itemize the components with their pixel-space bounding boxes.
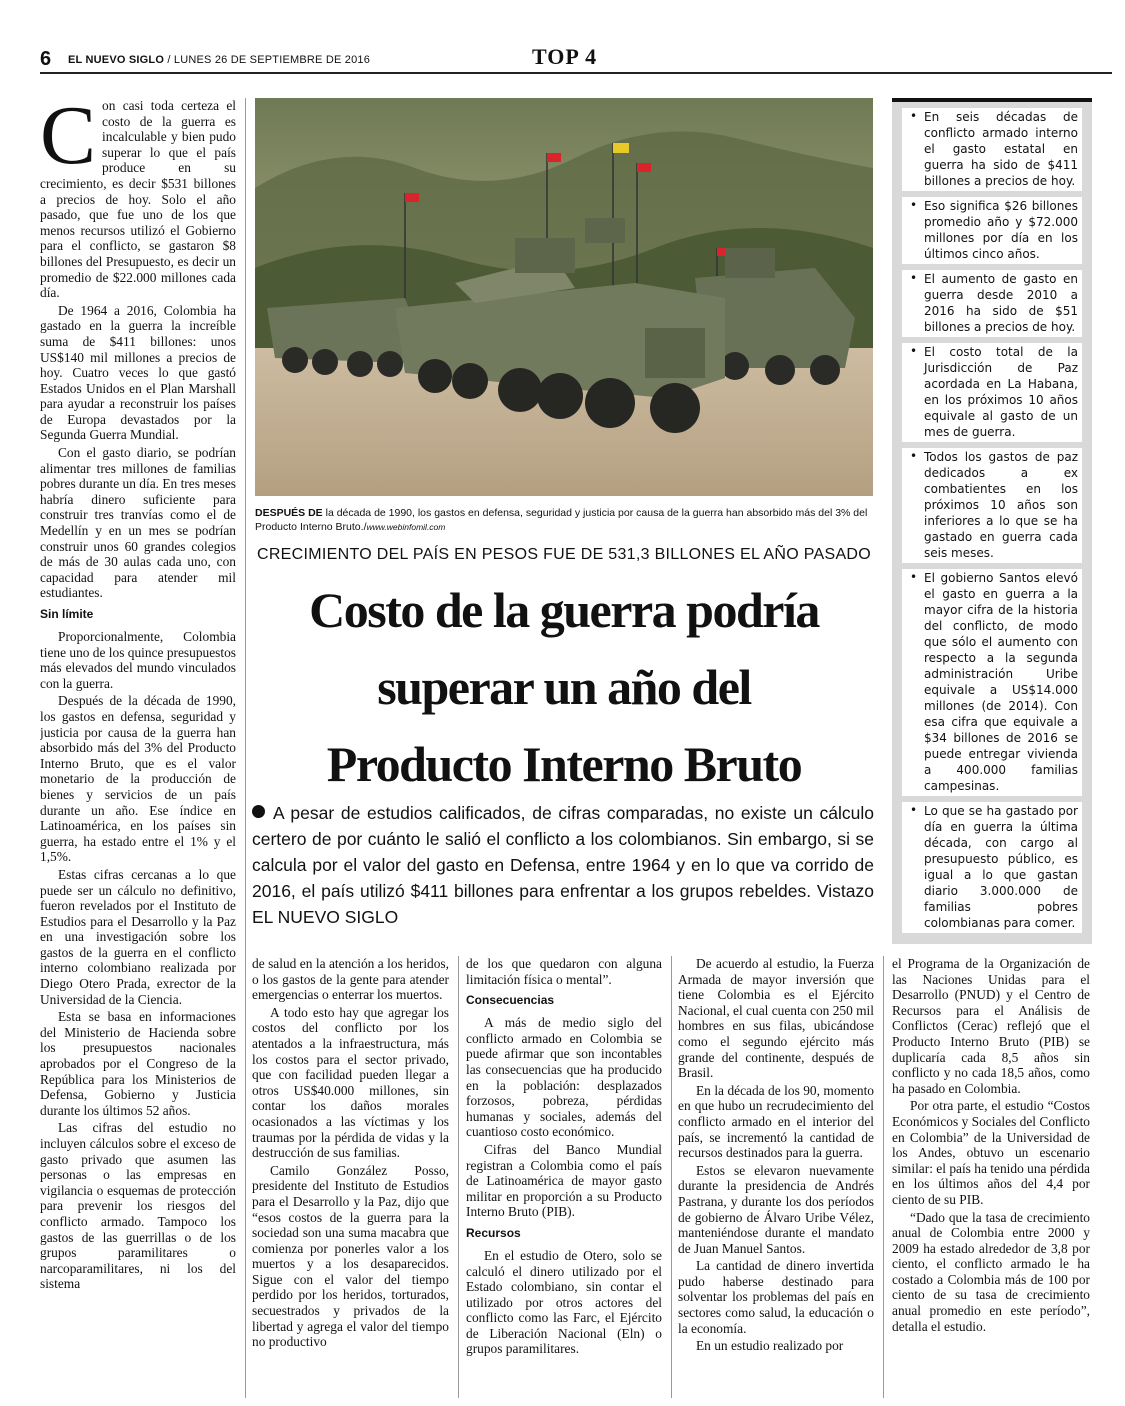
header-rule <box>40 72 1112 74</box>
photo-caption <box>255 506 873 534</box>
masthead-line <box>68 54 370 66</box>
caption-lead: DESPUÉS DE <box>255 507 323 519</box>
fact-item: • Todos los gastos de paz dedicados a ex combatientes en los próximos 10 años son inferiores a lo que se ha gastado en guerra cada seis meses. <box>902 448 1082 563</box>
fact-item: • El costo total de la Jurisdicción de Paz acordada en La Habana, en los próximos 10 años equivale al gasto de un mes de guerra. <box>902 343 1082 442</box>
caption-text: la década de 1990, los gastos en defensa, seguridad y justicia por causa de la guerra han absorbido más del 3% del Producto Interno Bruto./ <box>255 507 868 533</box>
fact-item: • Lo que se ha gastado por día en guerra la última década, con cargo al presupuesto público, es igual a lo que gastan diario 3.000.000 de familias pobres colombianas para comer. <box>902 802 1082 933</box>
paragraph: “Dado que la tasa de crecimiento anual de Colombia entre 2000 y 2009 ha estado alrededor de 3,8 por ciento, el conflicto armado le ha costado a Colombia más de 100 por ciento de su tasa de crecimiento anual promedio en este período”, detalla el estudio. <box>892 1209 1090 1334</box>
armored-vehicles-photo <box>255 98 873 496</box>
facts-list <box>892 108 1092 933</box>
bullet-icon: • <box>910 449 918 463</box>
fact-item: • El gobierno Santos elevó el gasto en guerra a la mayor cifra de la historia del conflicto, de modo que sólo el aumento con respecto a la segunda administración Uribe equivale a US$14.000 millones (de 2014). Con esa cifra que equivale a $34 billones de 2016 se puede entregar vivienda a 400.000 familias campesinas. <box>902 569 1082 796</box>
paragraph: Por otra parte, el estudio “Costos Económicos y Sociales del Conflicto en Colombia” de la Universidad de los Andes, obtuvo un escenario similar: el país ha tenido una pérdida en los últimos años del 4,4 por ciento de su PIB. <box>892 1098 1090 1207</box>
kicker: CRECIMIENTO DEL PAÍS EN PESOS FUE DE 531,3 BILLONES EL AÑO PASADO <box>256 546 872 563</box>
paragraph: De acuerdo al estudio, la Fuerza Armada de mayor inversión que tiene Colombia es el Ejército Nacional, el cual cuenta con 250 mil hombres en sus filas, ubicándose como el segundo ejército más grande del continente, después de Brasil. <box>678 956 874 1081</box>
column-1 <box>40 98 236 1398</box>
paragraph: Estas cifras cercanas a lo que puede ser un cálculo no definitivo, fueron revelados por el Instituto de Estudios para el Desarrollo y la Paz en una investigación sobre los gastos de la guerra en el conflicto interno colombiano realizada por Diego Otero Prada, exrector de la Universidad de la Ciencia. <box>40 866 236 1007</box>
subheading: Consecuencias <box>466 993 555 1008</box>
headline-line: superar un año del <box>377 659 751 715</box>
lead-paragraph <box>252 800 874 930</box>
column-3 <box>466 956 662 1398</box>
bullet-icon: • <box>910 570 918 584</box>
paragraph: de salud en la atención a los heridos, o los gastos de la gente para atender emergencias o enterrar los muertos. <box>252 956 449 1003</box>
page-number: 6 <box>40 48 52 70</box>
fact-item: • El aumento de gasto en guerra desde 2010 a 2016 ha sido de $51 billones a precios de hoy. <box>902 270 1082 337</box>
column-2 <box>252 956 449 1398</box>
bullet-icon: • <box>910 271 918 285</box>
column-divider <box>458 956 459 1398</box>
column-5 <box>892 956 1090 1398</box>
subheading: Sin límite <box>40 607 94 621</box>
paragraph: de los que quedaron con alguna limitación física o mental”. <box>466 956 662 987</box>
paragraph: En un estudio realizado por <box>696 1338 844 1354</box>
issue-date: / LUNES 26 DE SEPTIEMBRE DE 2016 <box>167 54 371 66</box>
bullet-icon <box>252 805 265 818</box>
column-divider <box>883 956 884 1398</box>
facts-sidebar <box>892 98 1092 944</box>
paragraph: De 1964 a 2016, Colombia ha gastado en la guerra la increíble suma de $411 billones: unos US$140 mil millones a precios de hoy. Cuatro veces lo que gastó Estados Unidos en el Plan Marshall para ayudar a reconstruir los países de Europa devastados por la Segunda Guerra Mundial. <box>40 302 236 443</box>
article-photo <box>255 98 873 496</box>
paper-name: EL NUEVO SIGLO <box>68 54 165 66</box>
paragraph: Con el gasto diario, se podrían alimentar tres millones de familias pobres durante un día. En tres meses habría dinero suficiente para construir tres tranvías como el de Medellín y en un mes se podrían construir unos 60 grandes colegios de más de 30 aulas cada uno, con capacidad para atender mil estudiantes. <box>40 445 236 601</box>
bullet-icon: • <box>910 109 918 123</box>
paragraph: Después de la década de 1990, los gastos en defensa, seguridad y justicia por causa de la guerra han absorbido más del 3% del Producto Interno Bruto, que es el valor monetario de la producción de bienes y servicios de un país durante un año. Ese índice en Latinoamérica, en los países sin guerra, ha estado entre el 1% y el 1,5%. <box>40 693 236 865</box>
paragraph: En el estudio de Otero, solo se calculó el dinero utilizado por el Estado colombiano, sin contar el utilizado por otros actores del conflicto como las Farc, el Ejército de Liberación Nacional (Eln) o grupos paramilitares. <box>466 1247 662 1357</box>
drop-cap: C <box>40 98 97 182</box>
paragraph: Estos se elevaron nuevamente durante la presidencia de Andrés Pastrana, y durante los dos períodos de gobierno de Álvaro Uribe Vélez, manteniéndose durante el mandato de Juan Manuel Santos. <box>678 1162 874 1256</box>
paragraph: Esta se basa en informaciones del Ministerio de Hacienda sobre los presupuestos nacionales aprobados por el Congreso de la República para los Ministerios de Defensa, Gobierno y Justicia durante los últimos 52 años. <box>40 1009 236 1118</box>
headline-line: Costo de la guerra podría <box>309 582 819 638</box>
paragraph: A más de medio siglo del conflicto armado en Colombia se puede afirmar que son incontables las consecuencias que ha producido en la población: desplazados forzosos, pobreza, pérdidas humanas y sociales, además del cuantioso costo económico. <box>466 1015 662 1140</box>
column-divider <box>671 956 672 1398</box>
section-title: TOP 4 <box>532 44 598 69</box>
fact-item: • En seis décadas de conflicto armado interno el gasto estatal en guerra ha sido de $411 billones a precios de hoy. <box>902 108 1082 191</box>
bullet-icon: • <box>910 198 918 212</box>
paragraph: Cifras del Banco Mundial registran a Colombia como el país de Latinoamérica de mayor gasto militar en proporción a su Producto Interno Bruto (PIB). <box>466 1141 662 1220</box>
paragraph: Camilo González Posso, presidente del Instituto de Estudios para el Desarrollo y la Paz, dijo que “esos costos de la guerra para la sociedad son una suma macabra que comienza por ponerles valor a los muertos y a los desaparecidos. Sigue con el valor del tiempo perdido por los heridos, torturados, secuestrados y privados de la libertad y agrega el valor del tiempo no productivo <box>252 1162 449 1350</box>
bullet-icon: • <box>910 803 918 817</box>
headline <box>240 572 888 803</box>
subheading: Recursos <box>466 1225 521 1240</box>
fact-item: • Eso significa $26 billones promedio año y $72.000 millones por día en los últimos cinco años. <box>902 197 1082 264</box>
paragraph: Las cifras del estudio no incluyen cálculos sobre el exceso de gasto privado que asumen las personas o las empresas en vigilancia o esquemas de protección para prevenir los riesgos del conflicto armado. Tampoco los gastos de las guerrillas o de los grupos paramilitares o narcoparamilitares, ni los del sistema <box>40 1120 236 1292</box>
paragraph: En la década de los 90, momento en que hubo un recrudecimiento del conflicto armado en el interior del país, se incrementó la cantidad de recursos destinados para la guerra. <box>678 1082 874 1161</box>
paragraph: La cantidad de dinero invertida pudo haberse destinado para solventar los problemas del país en sectores como salud, la educación o la economía. <box>678 1258 874 1336</box>
paragraph: A todo esto hay que agregar los costos del conflicto por los atentados a la infraestructura, más los costos para el sector privado, que con facilidad pueden llegar a otros US$40.000 millones, sin contar los daños morales ocasionados a las víctimas y los traumas por la pérdida de vidas y la destrucción de sus familias. <box>252 1004 449 1161</box>
headline-line: Producto Interno Bruto <box>326 736 802 792</box>
paragraph: el Programa de la Organización de las Naciones Unidas para el Desarrollo (PNUD) y el Centro de Recursos para el Análisis de Conflictos (Cerac) reflejó que el Producto Interno Bruto (PIB) se duplicaría cada 8,5 años sin conflicto y no cada 18,5 años, como ha pasado en Colombia. <box>892 956 1090 1096</box>
lead-text: A pesar de estudios calificados, de cifras comparadas, no existe un cálculo certero de por cuánto le salió el conflicto a los colombianos. Sin embargo, si se calcula por el valor del gasto en Defensa, entre 1964 y en lo que va corrido de 2016, el país utilizó $411 billones para enfrentar a los grupos rebeldes. Vistazo EL NUEVO SIGLO <box>252 803 874 927</box>
paragraph: Proporcionalmente, Colombia tiene uno de los quince presupuestos más elevados del mundo vinculados con la guerra. <box>40 629 236 691</box>
column-4 <box>678 956 874 1398</box>
bullet-icon: • <box>910 344 918 358</box>
paragraph: Con casi toda certeza el costo de la guerra es incalculable y bien pudo superar lo que el país produce en su crecimiento, es decir $531 billones a precios de hoy. Solo el año pasado, que fue uno de los que menos recursos utilizó el Gobierno para el conflicto, se gastaron $8 billones del Presupuesto, es decir un promedio de $22.000 millones cada día. <box>40 98 236 301</box>
photo-credit: www.webinfomil.com <box>366 522 446 532</box>
